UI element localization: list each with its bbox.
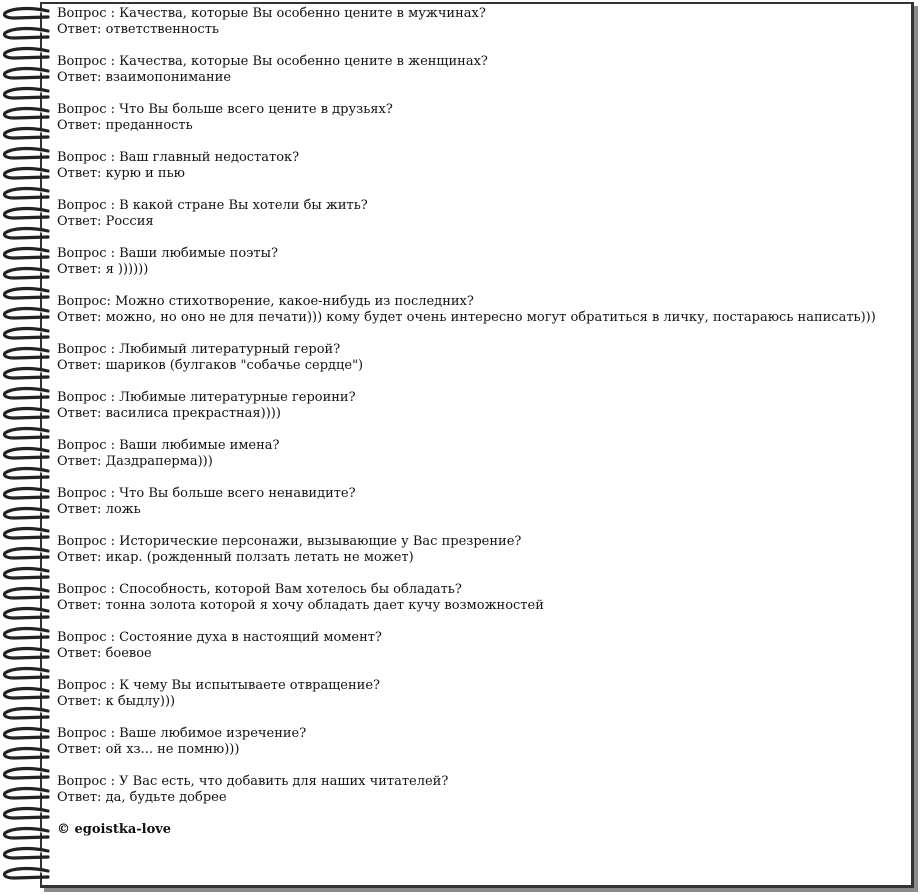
- qa-item-15: [57, 678, 907, 710]
- question-text: Вопрос : Ваши любимые имена?: [57, 438, 280, 453]
- answer-text: Ответ: Россия: [57, 214, 154, 229]
- qa-item-4: [57, 150, 907, 182]
- answer-text: Ответ: ответственность: [57, 22, 219, 37]
- spiral-ring-icon: [4, 9, 48, 18]
- qa-item-14: [57, 630, 907, 662]
- answer-text: Ответ: икар. (рожденный ползать летать не может): [57, 550, 414, 565]
- spiral-ring-icon: [4, 629, 48, 638]
- spiral-ring-icon: [4, 649, 48, 658]
- spiral-ring-icon: [4, 69, 48, 78]
- spiral-ring-icon: [4, 509, 48, 518]
- spiral-ring-icon: [4, 849, 48, 858]
- qa-item-17: [57, 774, 907, 806]
- answer-text: Ответ: да, будьте добрее: [57, 790, 227, 805]
- qa-item-8: [57, 342, 907, 374]
- spiral-ring-icon: [4, 869, 48, 878]
- spiral-binding-icon: [0, 0, 60, 895]
- answer-text: Ответ: тонна золота которой я хочу обладать дает кучу возможностей: [57, 598, 544, 613]
- question-text: Вопрос : У Вас есть, что добавить для наших читателей?: [57, 774, 449, 789]
- spiral-ring-icon: [4, 309, 48, 318]
- spiral-ring-icon: [4, 109, 48, 118]
- question-text: Вопрос : Способность, которой Вам хотелось бы обладать?: [57, 582, 462, 597]
- spiral-ring-icon: [4, 29, 48, 38]
- qa-item-12: [57, 534, 907, 566]
- answer-text: Ответ: курю и пью: [57, 166, 185, 181]
- answer-text: Ответ: я )))))): [57, 262, 149, 277]
- qa-item-6: [57, 246, 907, 278]
- answer-text: Ответ: ложь: [57, 502, 141, 517]
- question-text: Вопрос : Ваши любимые поэты?: [57, 246, 278, 261]
- spiral-ring-icon: [4, 349, 48, 358]
- qa-item-5: [57, 198, 907, 230]
- spiral-ring-icon: [4, 609, 48, 618]
- question-text: Вопрос : Ваше любимое изречение?: [57, 726, 307, 741]
- signature: © egoistka-love: [57, 822, 172, 837]
- spiral-ring-icon: [4, 589, 48, 598]
- qa-item-7: [57, 294, 907, 326]
- spiral-ring-icon: [4, 449, 48, 458]
- question-text: Вопрос: Можно стихотворение, какое-нибудь из последних?: [57, 294, 474, 309]
- spiral-ring-icon: [4, 529, 48, 538]
- question-text: Вопрос : Любимые литературные героини?: [57, 390, 356, 405]
- spiral-ring-icon: [4, 89, 48, 98]
- answer-text: Ответ: шариков (булгаков "собачье сердце"): [57, 358, 364, 373]
- spiral-ring-icon: [4, 49, 48, 58]
- qa-item-3: [57, 102, 907, 134]
- question-text: Вопрос : Что Вы больше всего ненавидите?: [57, 486, 356, 501]
- answer-text: Ответ: взаимопонимание: [57, 70, 232, 85]
- spiral-ring-icon: [4, 149, 48, 158]
- spiral-ring-icon: [4, 829, 48, 838]
- spiral-ring-icon: [4, 689, 48, 698]
- question-text: Вопрос : Ваш главный недостаток?: [57, 150, 300, 165]
- spiral-ring-icon: [4, 769, 48, 778]
- spiral-ring-icon: [4, 329, 48, 338]
- spiral-ring-icon: [4, 369, 48, 378]
- spiral-ring-icon: [4, 389, 48, 398]
- answer-text: Ответ: боевое: [57, 646, 152, 661]
- answer-text: Ответ: преданность: [57, 118, 193, 133]
- question-text: Вопрос : Состояние духа в настоящий момент?: [57, 630, 382, 645]
- spiral-ring-icon: [4, 789, 48, 798]
- answer-text: Ответ: можно, но оно не для печати))) кому будет очень интересно могут обратиться в личку, постараюсь написать))): [57, 310, 876, 325]
- spiral-ring-icon: [4, 549, 48, 558]
- spiral-ring-icon: [4, 809, 48, 818]
- spiral-ring-icon: [4, 709, 48, 718]
- spiral-ring-icon: [4, 489, 48, 498]
- spiral-ring-icon: [4, 269, 48, 278]
- qa-item-11: [57, 486, 907, 518]
- qa-item-9: [57, 390, 907, 422]
- spiral-ring-icon: [4, 409, 48, 418]
- question-text: Вопрос : Что Вы больше всего цените в друзьях?: [57, 102, 393, 117]
- spiral-ring-icon: [4, 189, 48, 198]
- qa-item-13: [57, 582, 907, 614]
- qa-item-10: [57, 438, 907, 470]
- question-text: Вопрос : Любимый литературный герой?: [57, 342, 341, 357]
- spiral-ring-icon: [4, 749, 48, 758]
- spiral-ring-icon: [4, 669, 48, 678]
- spiral-ring-icon: [4, 469, 48, 478]
- spiral-ring-icon: [4, 209, 48, 218]
- spiral-ring-icon: [4, 229, 48, 238]
- spiral-ring-icon: [4, 429, 48, 438]
- answer-text: Ответ: к быдлу))): [57, 694, 176, 709]
- qa-item-1: [57, 6, 907, 38]
- qa-content: [57, 6, 907, 851]
- spiral-ring-icon: [4, 249, 48, 258]
- spiral-ring-icon: [4, 169, 48, 178]
- question-text: Вопрос : Качества, которые Вы особенно цените в женщинах?: [57, 54, 488, 69]
- qa-item-2: [57, 54, 907, 86]
- answer-text: Ответ: василиса прекрастная)))): [57, 406, 281, 421]
- question-text: Вопрос : К чему Вы испытываете отвращение?: [57, 678, 380, 693]
- spiral-ring-icon: [4, 289, 48, 298]
- qa-item-16: [57, 726, 907, 758]
- answer-text: Ответ: Даздраперма))): [57, 454, 213, 469]
- answer-text: Ответ: ой хз... не помню))): [57, 742, 240, 757]
- spiral-ring-icon: [4, 129, 48, 138]
- question-text: Вопрос : Качества, которые Вы особенно цените в мужчинах?: [57, 6, 486, 21]
- question-text: Вопрос : В какой стране Вы хотели бы жить?: [57, 198, 368, 213]
- spiral-ring-icon: [4, 729, 48, 738]
- spiral-ring-icon: [4, 569, 48, 578]
- question-text: Вопрос : Исторические персонажи, вызывающие у Вас презрение?: [57, 534, 522, 549]
